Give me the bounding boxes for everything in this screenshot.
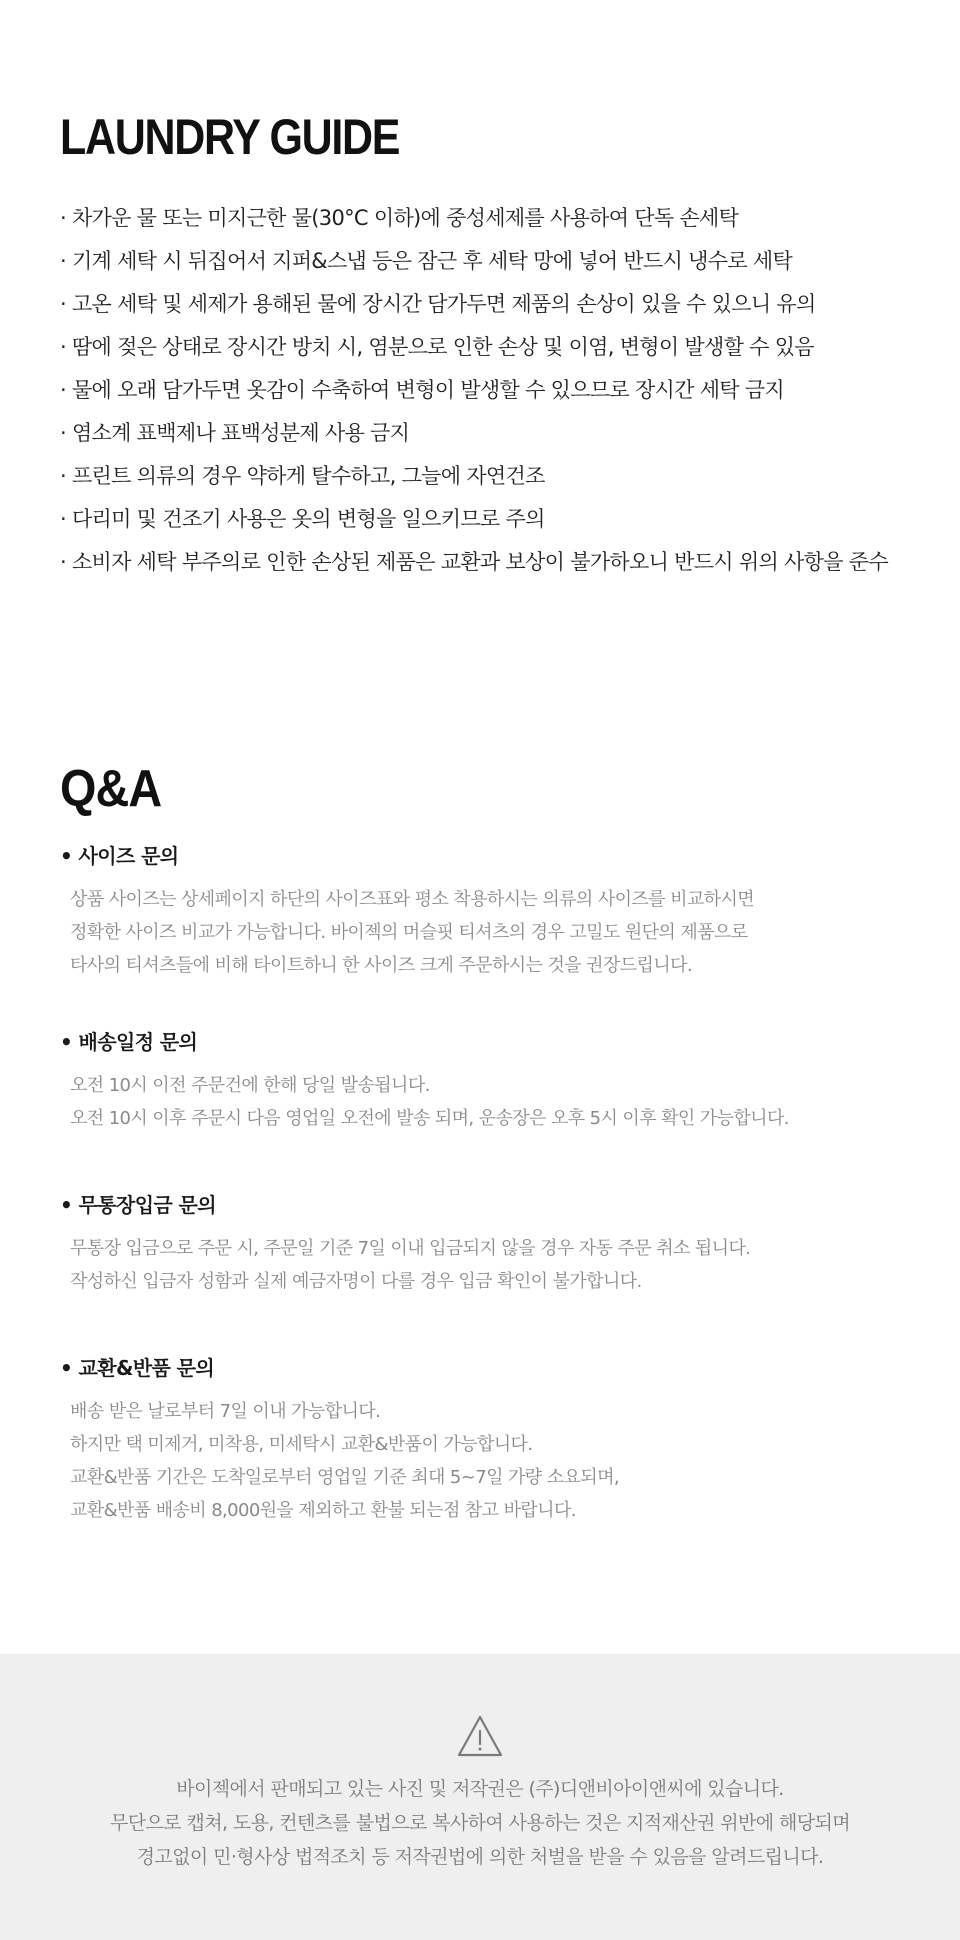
qa-answer-line: 오전 10시 이전 주문건에 한해 당일 발송됩니다. bbox=[70, 1075, 430, 1096]
qa-answer-line: 교환&반품 배송비 8,000원을 제외하고 환불 되는점 참고 바랍니다. bbox=[70, 1500, 576, 1521]
laundry-guide-item: · 소비자 세탁 부주의로 인한 손상된 제품은 교환과 보상이 불가하오니 반드시 위의 사항을 준수 bbox=[60, 541, 950, 584]
copyright-line: 무단으로 캡쳐, 도용, 컨텐츠를 불법으로 복사하여 사용하는 것은 지적재산권 위반에 해당되며 bbox=[110, 1812, 850, 1834]
qa-title: Q&A bbox=[60, 760, 162, 818]
laundry-guide-item: · 기계 세탁 시 뒤집어서 지퍼&스냅 등은 잠근 후 세탁 망에 넣어 반드시 냉수로 세탁 bbox=[60, 240, 950, 283]
qa-answer bbox=[60, 1069, 940, 1135]
qa-answer bbox=[60, 883, 940, 982]
qa-item-shipping bbox=[60, 1027, 940, 1135]
copyright-notice bbox=[0, 1772, 960, 1874]
copyright-line: 바이젝에서 판매되고 있는 사진 및 저작권은 (주)디앤비아이앤씨에 있습니다. bbox=[176, 1778, 784, 1800]
laundry-guide-title: LAUNDRY GUIDE bbox=[60, 109, 400, 165]
qa-answer-line: 타사의 티셔츠들에 비해 타이트하니 한 사이즈 크게 주문하시는 것을 권장드립니다. bbox=[70, 955, 693, 976]
laundry-guide-item: · 프린트 의류의 경우 약하게 탈수하고, 그늘에 자연건조 bbox=[60, 455, 950, 498]
qa-answer bbox=[60, 1232, 940, 1298]
warning-icon bbox=[456, 1714, 504, 1758]
qa-item-size bbox=[60, 841, 940, 982]
laundry-guide-item: · 차가운 물 또는 미지근한 물(30°C 이하)에 중성세제를 사용하여 단독 손세탁 bbox=[60, 197, 950, 240]
qa-answer-line: 오전 10시 이후 주문시 다음 영업일 오전에 발송 되며, 운송장은 오후 5시 이후 확인 가능합니다. bbox=[70, 1108, 789, 1129]
qa-question: • 교환&반품 문의 bbox=[60, 1353, 940, 1383]
laundry-guide-item: · 다리미 및 건조기 사용은 옷의 변형을 일으키므로 주의 bbox=[60, 498, 950, 541]
copyright-line: 경고없이 민·형사상 법적조치 등 저작권법에 의한 처벌을 받을 수 있음을 알려드립니다. bbox=[136, 1846, 824, 1868]
qa-answer-line: 하지만 택 미제거, 미착용, 미세탁시 교환&반품이 가능합니다. bbox=[70, 1434, 533, 1455]
laundry-guide-item: · 고온 세탁 및 세제가 용해된 물에 장시간 담가두면 제품의 손상이 있을 수 있으니 유의 bbox=[60, 283, 950, 326]
qa-question: • 배송일정 문의 bbox=[60, 1027, 940, 1057]
qa-answer-line: 작성하신 입금자 성함과 실제 예금자명이 다를 경우 입금 확인이 불가합니다. bbox=[70, 1271, 642, 1292]
qa-answer bbox=[60, 1395, 940, 1527]
qa-answer-line: 상품 사이즈는 상세페이지 하단의 사이즈표와 평소 착용하시는 의류의 사이즈를 비교하시면 bbox=[70, 889, 755, 910]
qa-item-exchange-return bbox=[60, 1353, 940, 1527]
qa-answer-line: 정확한 사이즈 비교가 가능합니다. 바이젝의 머슬핏 티셔츠의 경우 고밀도 원단의 제품으로 bbox=[70, 922, 748, 943]
qa-answer-line: 배송 받은 날로부터 7일 이내 가능합니다. bbox=[70, 1401, 381, 1422]
copyright-footer bbox=[0, 1654, 960, 1940]
qa-question: • 사이즈 문의 bbox=[60, 841, 940, 871]
qa-item-bank-transfer bbox=[60, 1190, 940, 1298]
qa-answer-line: 무통장 입금으로 주문 시, 주문일 기준 7일 이내 입금되지 않을 경우 자동 주문 취소 됩니다. bbox=[70, 1238, 751, 1259]
laundry-guide-list bbox=[60, 197, 950, 584]
laundry-guide-item: · 물에 오래 담가두면 옷감이 수축하여 변형이 발생할 수 있으므로 장시간 세탁 금지 bbox=[60, 369, 950, 412]
qa-answer-line: 교환&반품 기간은 도착일로부터 영업일 기준 최대 5~7일 가량 소요되며, bbox=[70, 1467, 619, 1488]
laundry-guide-item: · 염소계 표백제나 표백성분제 사용 금지 bbox=[60, 412, 950, 455]
laundry-guide-item: · 땀에 젖은 상태로 장시간 방치 시, 염분으로 인한 손상 및 이염, 변형이 발생할 수 있음 bbox=[60, 326, 950, 369]
qa-question: • 무통장입금 문의 bbox=[60, 1190, 940, 1220]
